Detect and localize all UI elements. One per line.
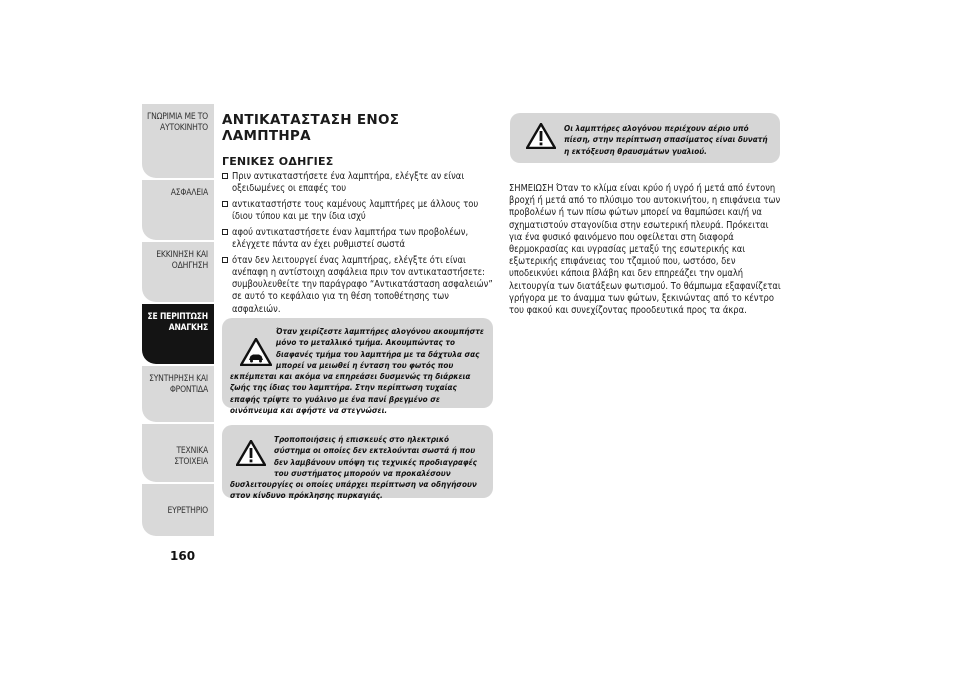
tab-label: ΓΝΩΡΙΜΙΑ ΜΕ ΤΟ ΑΥΤΟΚΙΝΗΤΟ xyxy=(147,112,208,133)
section-title-line: ΛΑΜΠΤΗΡΑ xyxy=(222,128,311,144)
tab-label: ΣΥΝΤΗΡΗΣΗ ΚΑΙ ΦΡΟΝΤΙΔΑ xyxy=(149,374,208,395)
tab-maintenance[interactable] xyxy=(142,366,214,422)
warning-text: Τροποποιήσεις ή επισκευές στο ηλεκτρικό σύστημα οι οποίες δεν εκτελούνται σωστά ή που δεν λαμβάνουν υπόψη τις τεχνικές προδιαγραφές του συστήματος μπορούν να προκαλέσουν δυσλειτουργίες οι οποίες υπάρχει περίπτωση να οδηγήσουν στον κίνδυνο πρόκλησης πυρκαγιάς. xyxy=(230,434,477,501)
section-subtitle: ΓΕΝΙΚΕΣ ΟΔΗΓΙΕΣ xyxy=(222,155,334,168)
warning-text: Όταν χειρίζεστε λαμπτήρες αλογόνου ακουμπήστε μόνο το μεταλλικό τμήμα. Ακουμπώντας το διαφανές τμήμα του λαμπτήρα με τα δάχτυλα σας μπορεί να μειωθεί η ένταση του φωτός που εκπέμπεται και ακόμα να επηρεάσει δυσμενώς τη διάρκεια ζωής της ίδιας του λαμπτήρα. Στην περίπτωση τυχαίας επαφής τρίψτε το γυάλινο με ένα πανί βρεγμένο σε οινόπνευμα και αφήστε να στεγνώσει. xyxy=(230,326,484,416)
warning-box xyxy=(510,113,780,163)
tab-index[interactable] xyxy=(142,484,214,536)
checkbox-bullet-icon xyxy=(222,173,228,179)
list-item-text: αντικαταστήστε τους καμένους λαμπτήρες με άλλους του ίδιου τύπου και με την ίδια ισχύ xyxy=(232,198,479,223)
list-item-text: όταν δεν λειτουργεί ένας λαμπτήρας, ελέγξτε ότι είναι ανέπαφη η αντίστοιχη ασφάλεια πριν τον αντικαταστήσετε: συμβουλευθείτε την παράγραφο “Αντικατάσταση ασφαλειών” σε αυτό το κεφάλαιο για τη θέση τοποθέτησης των ασφαλειών. xyxy=(232,254,493,315)
tab-safety[interactable] xyxy=(142,180,214,240)
chapter-sidebar xyxy=(142,104,214,536)
list-item xyxy=(222,199,494,223)
warning-triangle-icon xyxy=(526,123,556,152)
tab-label: ΣΕ ΠΕΡΙΠΤΩΣΗ ΑΝΑΓΚΗΣ xyxy=(147,312,208,333)
instructions-list xyxy=(222,171,494,316)
warning-box xyxy=(222,425,493,501)
car-caution-icon xyxy=(230,326,276,368)
warning-text: Οι λαμπτήρες αλογόνου περιέχουν αέριο υπό πίεση, στην περίπτωση σπασίματος είναι δυνατή η εκτόξευση θραυσμάτων γυαλιού. xyxy=(564,123,768,156)
main-section xyxy=(222,112,494,319)
tab-label: ΤΕΧΝΙΚΑ ΣΤΟΙΧΕΙΑ xyxy=(174,446,208,467)
caution-box xyxy=(222,318,493,416)
warning-triangle-icon xyxy=(230,434,274,468)
note-paragraph: ΣΗΜΕΙΩΣΗ Όταν το κλίμα είναι κρύο ή υγρό ή μετά από έντονη βροχή ή μετά από το πλύσιμο του αυτοκινήτου, η επιφάνεια των προβολέων ή των πίσω φώτων μπορεί να θαμπώσει και/ή να σχηματιστούν σταγονίδια στην εσωτερική πλευρά. Πρόκειται για ένα φυσικό φαινόμενο που οφείλεται στη διαφορά θερμοκρασίας και υγρασίας μεταξύ της εσωτερικής και εξωτερικής επιφάνειας του τζαμιού που, ωστόσο, δεν υποδεικνύει κάποια βλάβη και δεν επηρεάζει την ομαλή λειτουργία των διατάξεων φωτισμού. Το θάμπωμα εξαφανίζεται γρήγορα με το άναμμα των φώτων, ξεκινώντας από το κέντρο του φακού και συνεχίζοντας προοδευτικά προς τα άκρα. xyxy=(509,183,781,317)
checkbox-bullet-icon xyxy=(222,229,228,235)
page-number: 160 xyxy=(170,549,196,563)
checkbox-bullet-icon xyxy=(222,257,228,263)
tab-label: ΕΚΚΙΝΗΣΗ ΚΑΙ ΟΔΗΓΗΣΗ xyxy=(156,250,208,271)
checkbox-bullet-icon xyxy=(222,201,228,207)
section-title xyxy=(222,112,494,144)
tab-vehicle-familiarization[interactable] xyxy=(142,104,214,178)
list-item xyxy=(222,227,494,251)
list-item xyxy=(222,171,494,195)
section-title-line: ΑΝΤΙΚΑΤΑΣΤΑΣΗ ΕΝΟΣ xyxy=(222,112,400,128)
tab-emergency[interactable] xyxy=(142,304,214,364)
list-item-text: Πριν αντικαταστήσετε ένα λαμπτήρα, ελέγξτε αν είναι οξειδωμένες οι επαφές του xyxy=(232,171,465,195)
tab-starting-driving[interactable] xyxy=(142,242,214,302)
list-item xyxy=(222,255,494,316)
tab-label: ΕΥΡΕΤΗΡΙΟ xyxy=(167,506,208,516)
tab-technical-data[interactable] xyxy=(142,424,214,482)
list-item-text: αφού αντικαταστήσετε έναν λαμπτήρα των προβολέων, ελέγχετε πάντα αν έχει ρυθμιστεί σωστά xyxy=(232,226,469,251)
tab-label: ΑΣΦΑΛΕΙΑ xyxy=(170,188,208,198)
